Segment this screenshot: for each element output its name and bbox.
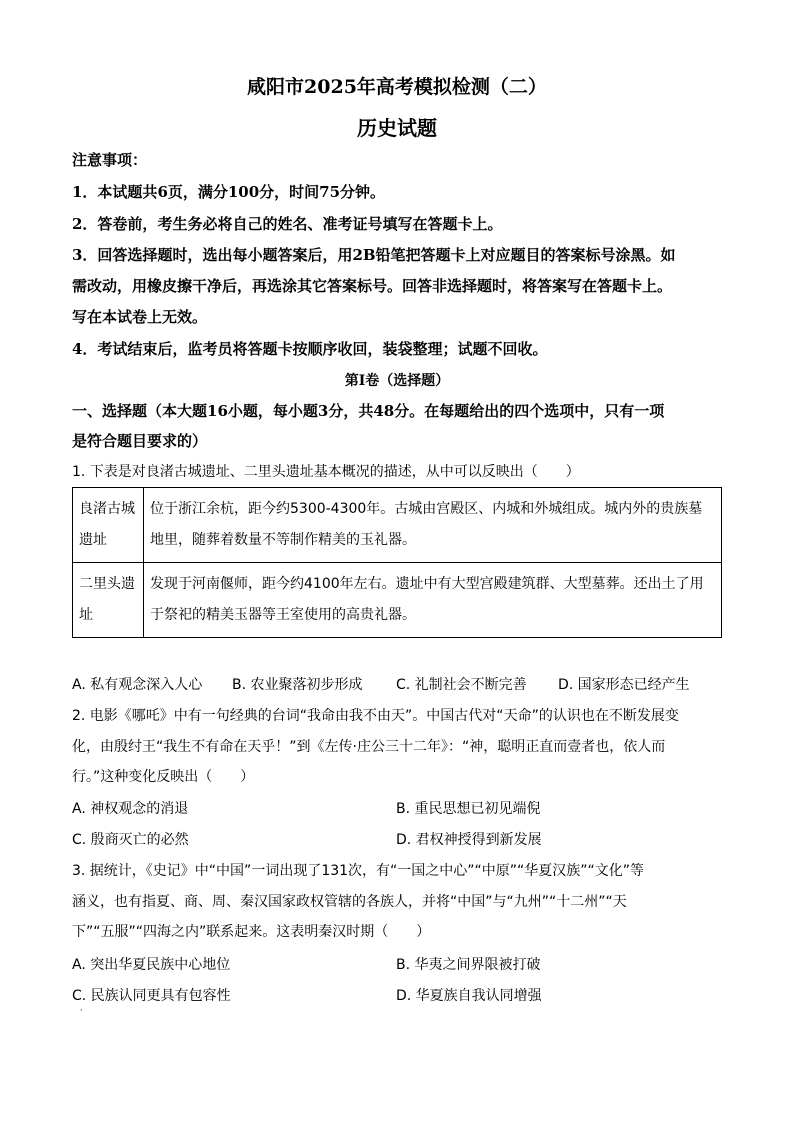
question-stem: 行。”这种变化反映出（ ） (72, 769, 255, 785)
option-a[interactable]: A. 神权观念的消退 (72, 801, 189, 817)
stray-mark: · (80, 1006, 83, 1015)
option-a[interactable]: A. 私有观念深入人心 (72, 677, 203, 693)
option-d[interactable]: D. 国家形态已经产生 (558, 677, 690, 693)
option-c[interactable]: C. 礼制社会不断完善 (396, 677, 527, 693)
notice-item: 4．考试结束后，监考员将答题卡按顺序收回，装袋整理；试题不回收。 (72, 340, 548, 358)
notice-item: 1．本试题共6页，满分100分，时间75分钟。 (72, 183, 386, 201)
site-name: 二里头遗址 (73, 563, 144, 638)
site-desc: 位于浙江余杭，距今约5300-4300年。古城由宫殿区、内城和外城组成。城内外的贵族墓地里，随葬着数量不等制作精美的玉礼器。 (144, 488, 722, 563)
option-b[interactable]: B. 农业聚落初步形成 (232, 677, 363, 693)
question-stem: 3. 据统计，《史记》中“中国”一词出现了131次，有“一国之中心”“中原”“华夏汉族”“文化”等 (72, 863, 645, 879)
sites-table (72, 487, 722, 638)
table-row (73, 488, 722, 563)
notice-item: 3．回答选择题时，选出每小题答案后，用2B铅笔把答题卡上对应题目的答案标号涂黑。如 (72, 246, 676, 264)
notice-heading: 注意事项： (72, 151, 148, 169)
notice-item: 写在本试卷上无效。 (72, 308, 208, 326)
notice-item: 2．答卷前，考生务必将自己的姓名、准考证号填写在答题卡上。 (72, 215, 503, 233)
section-heading: 是符合题目要求的） (72, 432, 208, 450)
option-b[interactable]: B. 重民思想已初见端倪 (396, 801, 541, 817)
notice-item: 需改动，用橡皮擦干净后，再选涂其它答案标号。回答非选择题时，将答案写在答题卡上。 (72, 277, 673, 295)
site-desc: 发现于河南偃师，距今约4100年左右。遗址中有大型宫殿建筑群、大型墓葬。还出土了用于祭祀的精美玉器等王室使用的高贵礼器。 (144, 563, 722, 638)
site-name: 良渚古城遗址 (73, 488, 144, 563)
section-title: 第Ⅰ卷（选择题） (344, 373, 450, 389)
question-stem: 涵义，也有指夏、商、周、秦汉国家政权管辖的各族人，并将“中国”与“九州”“十二州”“天 (72, 894, 627, 910)
table-row (73, 563, 722, 638)
question-stem: 1. 下表是对良渚古城遗址、二里头遗址基本概况的描述，从中可以反映出（ ） (72, 464, 580, 480)
section-heading: 一、选择题（本大题16小题，每小题3分，共48分。在每题给出的四个选项中，只有一项 (72, 402, 665, 420)
option-c[interactable]: C. 民族认同更具有包容性 (72, 988, 231, 1004)
exam-title: 咸阳市2025年高考模拟检测（二） (247, 76, 547, 98)
exam-subtitle: 历史试题 (357, 116, 437, 140)
option-d[interactable]: D. 华夏族自我认同增强 (396, 988, 542, 1004)
option-b[interactable]: B. 华夷之间界限被打破 (396, 957, 541, 973)
option-c[interactable]: C. 殷商灭亡的必然 (72, 832, 189, 848)
question-stem: 2. 电影《哪吒》中有一句经典的台词“我命由我不由天”。中国古代对“天命”的认识也在不断发展变 (72, 708, 679, 724)
option-a[interactable]: A. 突出华夏民族中心地位 (72, 957, 231, 973)
option-d[interactable]: D. 君权神授得到新发展 (396, 832, 542, 848)
question-stem: 化，由殷纣王“我生不有命在天乎！”到《左传·庄公三十二年》：“神，聪明正直而壹者也，依人而 (72, 739, 666, 755)
question-stem: 下”“五服”“四海之内”联系起来。这表明秦汉时期（ ） (72, 924, 431, 940)
